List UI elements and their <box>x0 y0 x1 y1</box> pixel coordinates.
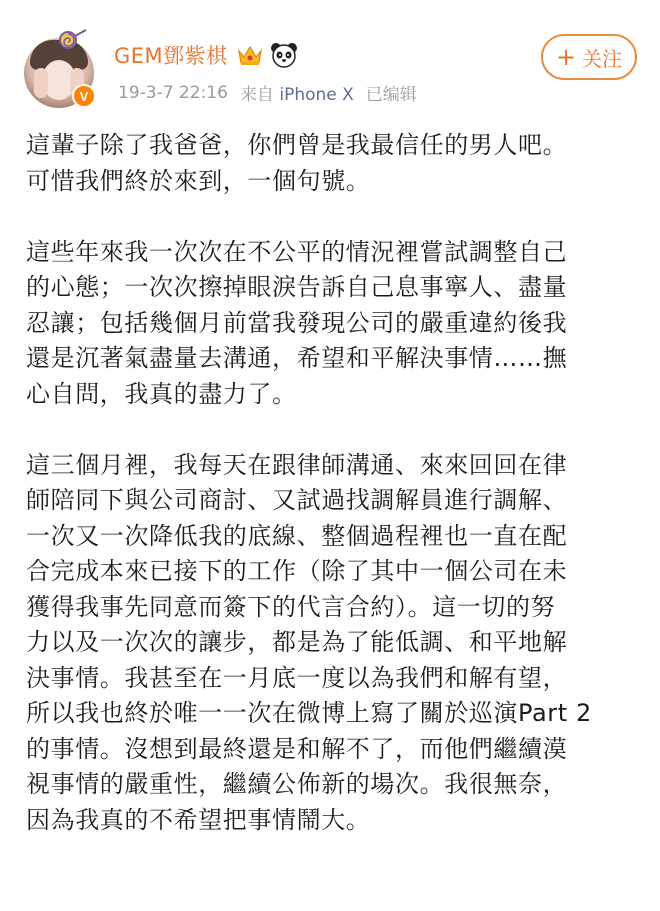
avatar-hand-left <box>34 68 48 98</box>
follow-button[interactable] <box>541 34 637 80</box>
crown-icon <box>236 43 264 67</box>
source-label: 来自 <box>239 85 274 105</box>
post-body <box>26 128 644 838</box>
post-paragraph: 這三個月裡，我每天在跟律師溝通、來來回回在律 師陪同下與公司商討、又試過找調解員進行調解、 一次又一次降低我的底線、整個過程裡也一直在配 合完成本來已接下的工作（除了其中一個公司在未 獲得我事先同意而簽下的代言合約）。這一切的努 力以及一次次的讓步，都是為了能低調、和平地解 決事情。我甚至在一月底一度以為我們和解有望， 所以我也終於唯一一次在微博上寫了關於巡演Part 2 的事情。沒想到最終還是和解不了，而他們繼續漠 視事情的嚴重性，繼續公佈新的場次。我很無奈， 因為我真的不希望把事情鬧大。 <box>26 450 592 834</box>
post-paragraph: 這輩子除了我爸爸，你們曾是我最信任的男人吧。 可惜我們終於來到，一個句號。 <box>26 131 568 195</box>
post-timestamp[interactable]: 19-3-7 22:16 <box>118 82 228 103</box>
lollipop-icon <box>58 28 88 52</box>
user-line <box>114 40 298 70</box>
follow-label: 关注 <box>582 46 623 71</box>
verified-icon <box>72 84 96 108</box>
username[interactable]: GEM鄧紫棋 <box>114 44 228 68</box>
plus-icon: + <box>555 43 577 71</box>
post-meta <box>118 80 417 105</box>
post-header <box>0 0 660 118</box>
svg-text:V: V <box>79 89 89 103</box>
source-device[interactable]: iPhone X <box>279 85 354 105</box>
post-paragraph: 這些年來我一次次在不公平的情況裡嘗試調整自己 的心態；一次次擦掉眼淚告訴自己息事寧人、盡量 忍讓；包括幾個月前當我發現公司的嚴重違約後我 還是沉著氣盡量去溝通，希望和平解決事情……撫 心自問，我真的盡力了。 <box>26 237 568 408</box>
panda-icon <box>270 42 298 68</box>
edited-label[interactable]: 已编辑 <box>365 85 417 105</box>
